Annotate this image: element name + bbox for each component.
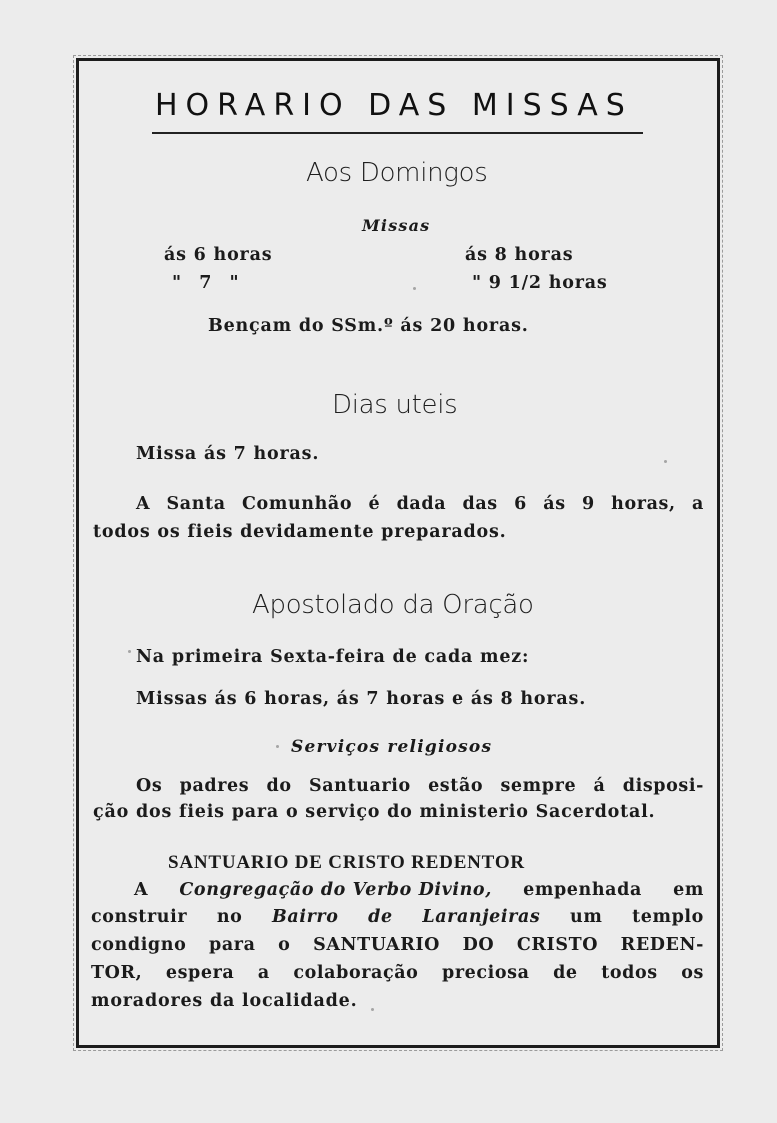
- word: estão: [428, 776, 484, 796]
- word: Os: [136, 776, 163, 796]
- word: condigno: [91, 935, 187, 955]
- word: colaboração: [293, 963, 419, 983]
- sunday-time-right-1: ás 8 horas: [465, 245, 574, 265]
- word: do: [266, 776, 292, 796]
- word: A: [136, 494, 151, 514]
- santuario-line-5: moradores da localidade.: [91, 991, 358, 1011]
- word: dada: [396, 494, 447, 514]
- word: A: [134, 880, 149, 900]
- word: preciosa: [441, 963, 530, 983]
- services-heading: Serviços religiosos: [291, 737, 493, 757]
- first-friday-line: Na primeira Sexta-feira de cada mez:: [136, 647, 530, 667]
- word: TOR,: [91, 963, 143, 983]
- word: CRISTO: [516, 935, 599, 955]
- word: espera: [165, 963, 235, 983]
- paper-speck: [371, 1008, 374, 1011]
- word: Bairro: [272, 907, 339, 927]
- word: Santuario: [308, 776, 411, 796]
- word: DO: [462, 935, 495, 955]
- word: a: [257, 963, 270, 983]
- benediction-line: Bençam do SSm.º ás 20 horas.: [208, 316, 529, 336]
- word: das: [462, 494, 498, 514]
- sunday-time-left-2: " 7 ": [172, 273, 245, 293]
- paper-speck: [128, 650, 131, 653]
- services-line-2: ção dos fieis para o serviço do ministerio Sacerdotal.: [93, 802, 656, 822]
- paper-speck: [276, 745, 279, 748]
- santuario-line-2: [91, 907, 704, 927]
- word: REDEN-: [620, 935, 704, 955]
- weekday-mass-line: Missa ás 7 horas.: [136, 444, 320, 464]
- santuario-line-3: [91, 935, 704, 955]
- santuario-line-4: [91, 963, 704, 983]
- apostolado-heading: Apostolado da Oração: [252, 590, 534, 620]
- word: para: [209, 935, 256, 955]
- word: padres: [179, 776, 250, 796]
- word: o: [278, 935, 291, 955]
- word: todos: [601, 963, 658, 983]
- communion-line-1: [136, 494, 704, 514]
- sundays-subheading: Missas: [362, 216, 431, 235]
- sunday-time-right-2: " 9 1/2 horas: [472, 273, 608, 293]
- santuario-line-1: [134, 880, 704, 900]
- word: á: [593, 776, 606, 796]
- word: 9: [582, 494, 595, 514]
- word: os: [681, 963, 704, 983]
- word: horas,: [611, 494, 676, 514]
- word: sempre: [500, 776, 577, 796]
- sundays-heading: Aos Domingos: [306, 158, 488, 188]
- word: ás: [543, 494, 566, 514]
- paper-speck: [413, 287, 416, 290]
- sunday-time-left-1: ás 6 horas: [164, 245, 273, 265]
- word: 6: [514, 494, 527, 514]
- paper-speck: [664, 460, 667, 463]
- first-friday-masses: Missas ás 6 horas, ás 7 horas e ás 8 horas.: [136, 689, 587, 709]
- word: templo: [632, 907, 704, 927]
- word: SANTUARIO: [313, 935, 440, 955]
- word: empenhada: [523, 880, 642, 900]
- page-title: HORARIO DAS MISSAS: [155, 88, 633, 123]
- word: Laranjeiras: [422, 907, 541, 927]
- word: Comunhão: [242, 494, 353, 514]
- word: um: [570, 907, 603, 927]
- santuario-heading: SANTUARIO DE CRISTO REDENTOR: [168, 852, 525, 873]
- services-line-1: [136, 776, 704, 796]
- word: de: [368, 907, 393, 927]
- word: Santa: [166, 494, 226, 514]
- word: no: [216, 907, 243, 927]
- word: a: [692, 494, 704, 514]
- word: construir: [91, 907, 188, 927]
- word: é: [368, 494, 381, 514]
- congregation-name: Congregação do Verbo Divino,: [179, 880, 492, 900]
- communion-line-2: todos os fieis devidamente preparados.: [93, 522, 507, 542]
- word: em: [673, 880, 704, 900]
- word: disposi-: [622, 776, 704, 796]
- weekdays-heading: Dias uteis: [332, 390, 458, 420]
- word: de: [553, 963, 578, 983]
- title-underline: [152, 132, 643, 134]
